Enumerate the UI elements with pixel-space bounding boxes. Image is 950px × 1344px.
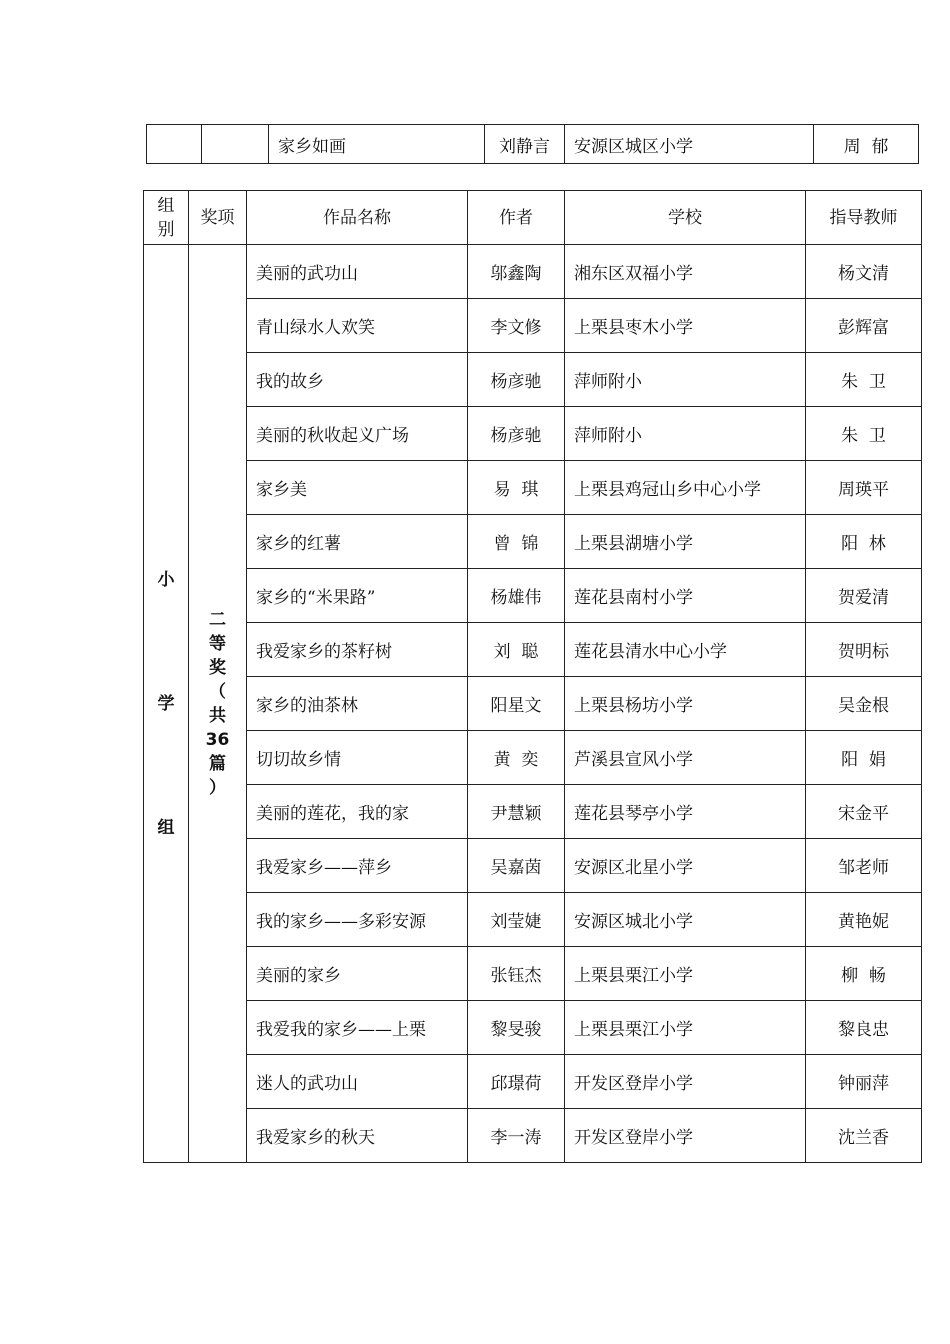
author-cell: 邬鑫陶 (468, 245, 565, 299)
teacher-cell: 贺爱清 (806, 569, 922, 623)
award-label-char: 共 (209, 705, 226, 726)
group-label (144, 245, 189, 1163)
teacher-cell: 钟丽萍 (806, 1055, 922, 1109)
header-school: 学校 (565, 191, 806, 245)
author-cell: 杨雄伟 (468, 569, 565, 623)
title-cell: 切切故乡情 (247, 731, 468, 785)
school-cell: 安源区城北小学 (565, 893, 806, 947)
school-cell: 上栗县杨坊小学 (565, 677, 806, 731)
school-cell: 莲花县南村小学 (565, 569, 806, 623)
table-row (144, 569, 922, 623)
teacher-cell: 柳 畅 (806, 947, 922, 1001)
teacher-cell: 黄艳妮 (806, 893, 922, 947)
table-row (144, 1109, 922, 1163)
award-cell (202, 125, 269, 164)
header-group-line: 别 (157, 219, 175, 240)
title-cell: 美丽的秋收起义广场 (247, 407, 468, 461)
teacher-cell: 杨文清 (806, 245, 922, 299)
table-row (144, 1055, 922, 1109)
header-title: 作品名称 (247, 191, 468, 245)
school-cell: 芦溪县宣风小学 (565, 731, 806, 785)
title-cell: 美丽的莲花，我的家 (247, 785, 468, 839)
school-cell: 开发区登岸小学 (565, 1055, 806, 1109)
author-cell: 李文修 (468, 299, 565, 353)
author-cell: 杨彦驰 (468, 407, 565, 461)
teacher-cell: 贺明标 (806, 623, 922, 677)
award-label (189, 245, 247, 1163)
table-body (144, 245, 922, 1163)
teacher-cell: 阳 娟 (806, 731, 922, 785)
table-row (144, 893, 922, 947)
header-group (144, 191, 189, 245)
table-row (144, 461, 922, 515)
school-cell: 安源区城区小学 (565, 125, 814, 164)
teacher-cell: 宋金平 (806, 785, 922, 839)
title-cell: 我爱家乡的茶籽树 (247, 623, 468, 677)
teacher-cell: 朱 卫 (806, 353, 922, 407)
author-cell: 张钰杰 (468, 947, 565, 1001)
title-cell: 美丽的武功山 (247, 245, 468, 299)
title-cell: 家乡的油茶林 (247, 677, 468, 731)
teacher-cell: 邹老师 (806, 839, 922, 893)
author-cell: 吴嘉茵 (468, 839, 565, 893)
table-row (144, 299, 922, 353)
award-label-char: 二 (209, 609, 226, 630)
school-cell: 上栗县湖塘小学 (565, 515, 806, 569)
title-cell: 家乡的红薯 (247, 515, 468, 569)
teacher-cell: 朱 卫 (806, 407, 922, 461)
table-row (144, 245, 922, 299)
table-row (144, 731, 922, 785)
author-cell: 黎旻骏 (468, 1001, 565, 1055)
group-cell (147, 125, 202, 164)
teacher-cell: 阳 林 (806, 515, 922, 569)
table-row (147, 125, 919, 164)
school-cell: 安源区北星小学 (565, 839, 806, 893)
top-fragment-table (146, 124, 919, 164)
teacher-cell: 黎良忠 (806, 1001, 922, 1055)
school-cell: 上栗县鸡冠山乡中心小学 (565, 461, 806, 515)
header-group-line: 组 (157, 195, 175, 216)
table-row (144, 1001, 922, 1055)
school-cell: 湘东区双福小学 (565, 245, 806, 299)
author-cell: 邱璟荷 (468, 1055, 565, 1109)
group-label-char: 学 (157, 693, 175, 714)
spacer (144, 592, 188, 692)
author-cell: 尹慧颖 (468, 785, 565, 839)
author-cell: 易 琪 (468, 461, 565, 515)
title-cell: 我的故乡 (247, 353, 468, 407)
award-label-char: （ (209, 681, 226, 702)
teacher-cell: 周瑛平 (806, 461, 922, 515)
school-cell: 萍师附小 (565, 407, 806, 461)
author-cell: 曾 锦 (468, 515, 565, 569)
table-row (144, 947, 922, 1001)
title-cell: 迷人的武功山 (247, 1055, 468, 1109)
table-row (144, 515, 922, 569)
table-row (144, 785, 922, 839)
teacher-cell: 彭辉富 (806, 299, 922, 353)
title-cell: 家乡美 (247, 461, 468, 515)
header-teacher: 指导教师 (806, 191, 922, 245)
teacher-cell: 沈兰香 (806, 1109, 922, 1163)
author-cell: 刘莹婕 (468, 893, 565, 947)
award-label-char: ） (209, 777, 226, 798)
title-cell: 我爱家乡的秋天 (247, 1109, 468, 1163)
author-cell: 李一涛 (468, 1109, 565, 1163)
title-cell: 美丽的家乡 (247, 947, 468, 1001)
table-row (144, 623, 922, 677)
author-cell: 刘静言 (485, 125, 565, 164)
award-label-char: 36 (205, 729, 230, 750)
group-label-char: 小 (157, 569, 175, 590)
school-cell: 萍师附小 (565, 353, 806, 407)
award-label-char: 奖 (209, 657, 226, 678)
title-cell: 家乡如画 (269, 125, 485, 164)
title-cell: 家乡的“米果路” (247, 569, 468, 623)
school-cell: 莲花县清水中心小学 (565, 623, 806, 677)
school-cell: 开发区登岸小学 (565, 1109, 806, 1163)
author-cell: 黄 奕 (468, 731, 565, 785)
school-cell: 上栗县栗江小学 (565, 1001, 806, 1055)
award-label-char: 等 (209, 633, 226, 654)
author-cell: 刘 聪 (468, 623, 565, 677)
teacher-cell: 吴金根 (806, 677, 922, 731)
group-label-char: 组 (157, 817, 175, 838)
school-cell: 上栗县枣木小学 (565, 299, 806, 353)
school-cell: 莲花县琴亭小学 (565, 785, 806, 839)
table-row (144, 407, 922, 461)
table-row (144, 839, 922, 893)
spacer (144, 716, 188, 816)
title-cell: 青山绿水人欢笑 (247, 299, 468, 353)
table-row (144, 677, 922, 731)
header-award: 奖项 (189, 191, 247, 245)
table-row (144, 353, 922, 407)
school-cell: 上栗县栗江小学 (565, 947, 806, 1001)
title-cell: 我的家乡——多彩安源 (247, 893, 468, 947)
awards-table (143, 190, 922, 1163)
award-label-char: 篇 (209, 753, 226, 774)
title-cell: 我爱我的家乡——上栗 (247, 1001, 468, 1055)
header-row (144, 191, 922, 245)
header-author: 作者 (468, 191, 565, 245)
author-cell: 杨彦驰 (468, 353, 565, 407)
title-cell: 我爱家乡——萍乡 (247, 839, 468, 893)
teacher-cell: 周 郁 (814, 125, 919, 164)
author-cell: 阳星文 (468, 677, 565, 731)
